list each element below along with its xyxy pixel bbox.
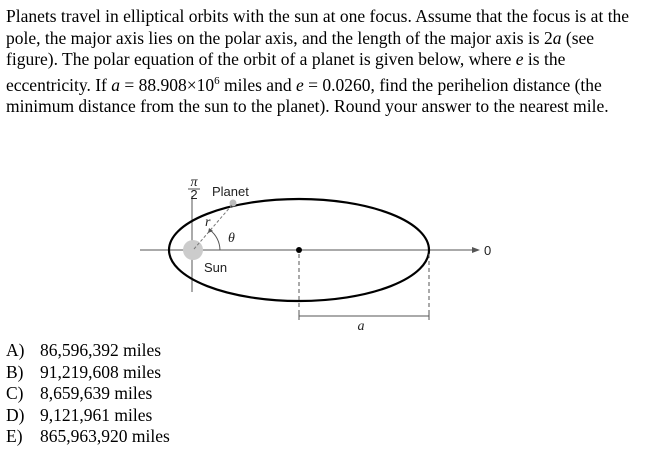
orbit-diagram — [140, 170, 500, 340]
variable-e: e — [515, 49, 524, 69]
question-part-3: is the eccentricity. If — [6, 49, 566, 95]
angle-arc — [210, 230, 220, 250]
choice-text: 8,659,639 miles — [40, 383, 153, 403]
choice-text: 91,219,608 miles — [40, 361, 162, 382]
sun-icon — [183, 240, 203, 260]
choice-letter: B) — [6, 361, 24, 382]
planet-label: Planet — [212, 184, 249, 199]
exponent: 6 — [214, 74, 220, 87]
question-part-4: = 88.908×10 — [120, 74, 215, 95]
choice-a[interactable] — [6, 340, 170, 362]
zero-label: 0 — [484, 243, 492, 258]
variable-a: a — [552, 27, 562, 48]
sun-label: Sun — [204, 260, 228, 275]
r-label: r — [205, 215, 211, 230]
answer-choices — [6, 340, 170, 448]
question-part-6: = 0.0260, find the perihelion distance (the minimum distance from the sun to the planet). Round your answer to the nearest mile. — [6, 74, 609, 116]
two-label: 2 — [190, 187, 198, 202]
choice-text: 9,121,961 miles — [40, 404, 153, 425]
choice-letter: E) — [6, 426, 23, 446]
choice-b[interactable] — [6, 362, 170, 384]
planet-icon — [230, 200, 237, 207]
variable-a-value: a — [111, 74, 121, 95]
choice-letter: D) — [6, 404, 25, 425]
question-part-1: Planets travel in elliptical orbits with the sun at one focus. Assume that the focus is at the pole, the major axis lies on the polar axis, and the length of the major axis is 2 — [6, 6, 630, 48]
choice-c[interactable] — [6, 383, 170, 405]
question-part-2: (see figure). The polar equation of the orbit of a planet is given below, where — [6, 27, 595, 69]
question-text — [6, 6, 642, 117]
choice-e[interactable] — [6, 426, 170, 448]
choice-text: 865,963,920 miles — [40, 426, 170, 446]
choice-text: 86,596,392 miles — [40, 340, 162, 360]
choice-letter: C) — [6, 383, 24, 403]
question-paragraph — [6, 6, 642, 117]
pi-label: π — [190, 175, 198, 190]
variable-e-value: e — [295, 74, 304, 95]
center-point — [296, 247, 302, 253]
choice-d[interactable] — [6, 405, 170, 427]
theta-label: θ — [228, 231, 235, 246]
question-part-5: miles and — [219, 74, 296, 95]
polar-axis-arrow-icon — [472, 247, 480, 253]
a-label: a — [357, 319, 365, 334]
choice-letter: A) — [6, 340, 25, 360]
orbit-figure — [140, 170, 500, 340]
